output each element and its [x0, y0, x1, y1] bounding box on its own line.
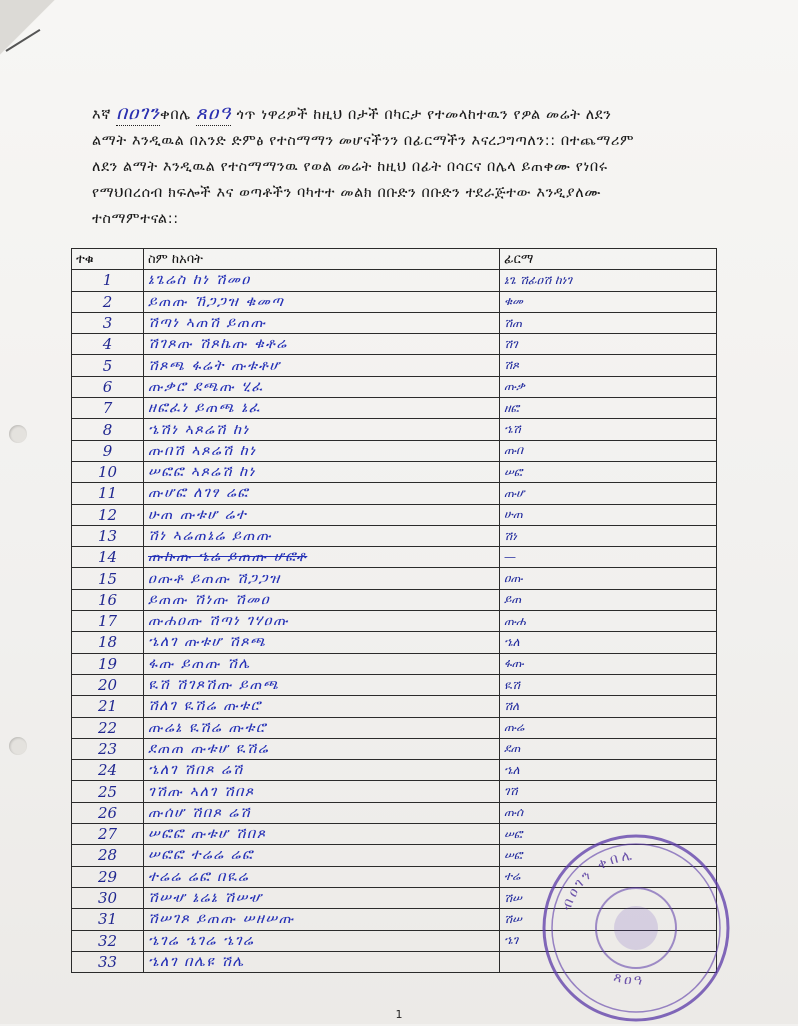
table-row: [72, 291, 717, 312]
signature: ኄለ: [500, 760, 717, 781]
row-number: 24: [72, 760, 144, 781]
signer-name: ኄለገ በሌዩ ሽሌ: [144, 951, 500, 972]
signature: ሽሠ: [500, 887, 717, 908]
table-row: [72, 717, 717, 738]
row-number: 16: [72, 589, 144, 610]
signature: ጡሐ: [500, 611, 717, 632]
signature: ጡበ: [500, 440, 717, 461]
signer-name: ጡበሽ ኣጾሬሽ ከነ: [144, 440, 500, 461]
signature: ጡሰ: [500, 802, 717, 823]
intro-text-1: ጎጥ ነዋሪዎች ከዚህ በታች በካርታ የተመላከተዉን የዎል መሬት ለደን: [236, 107, 612, 123]
intro-line-5: ተስማምተናል::: [92, 211, 179, 227]
signature: —: [500, 547, 717, 568]
row-number: 5: [72, 355, 144, 376]
seal-bottom-text: ጸዐዓ: [611, 968, 646, 989]
signer-name: ሽጾጫ ፋሬት ጡቱቶሆ: [144, 355, 500, 376]
row-number: 4: [72, 334, 144, 355]
signer-name: ፋጡ ይጠጡ ሽሌ: [144, 653, 500, 674]
row-number: 8: [72, 419, 144, 440]
table-row: [72, 504, 717, 525]
seal-emblem: [614, 906, 658, 950]
table-row: [72, 398, 717, 419]
handwritten-place: በዐገን: [116, 102, 161, 124]
signature: ዘፎ: [500, 398, 717, 419]
intro-line-2: ልማት እንዲዉል በአንድ ድምፅ የተስማማን መሆናችንን በፊርማችን እናረጋግጣለን:: በተጨማሪም: [92, 133, 635, 149]
table-row: [72, 547, 717, 568]
row-number: 25: [72, 781, 144, 802]
signature: ጡሆ: [500, 483, 717, 504]
signer-name: ጡሰሆ ሽበጾ ሬሽ: [144, 802, 500, 823]
agreement-paragraph: [92, 100, 732, 232]
table-row: [72, 653, 717, 674]
signature: ፋጡ: [500, 653, 717, 674]
row-number: 32: [72, 930, 144, 951]
signature: ሽሠ: [500, 909, 717, 930]
signature: ሁጠ: [500, 504, 717, 525]
table-header-row: [72, 249, 717, 270]
row-number: 6: [72, 376, 144, 397]
table-row: [72, 270, 717, 291]
signer-name: ኄለገ ጡቱሆ ሽጾጫ: [144, 632, 500, 653]
signature: ይጠ: [500, 589, 717, 610]
signer-name: ሠፎፎ ኣጾሬሽ ከነ: [144, 461, 500, 482]
table-row: [72, 440, 717, 461]
table-row: [72, 781, 717, 802]
signer-name: ገሽጡ ኣለገ ሽበጾ: [144, 781, 500, 802]
row-number: 11: [72, 483, 144, 504]
table-row: [72, 419, 717, 440]
row-number: 33: [72, 951, 144, 972]
table-row: [72, 355, 717, 376]
table-row: [72, 738, 717, 759]
table-row: [72, 376, 717, 397]
row-number: 22: [72, 717, 144, 738]
signer-name: ሠፎፎ ጡቱሆ ሽበጾ: [144, 824, 500, 845]
signer-name: ኄሽነ ኣጾሬሽ ከነ: [144, 419, 500, 440]
row-number: 30: [72, 887, 144, 908]
row-number: 15: [72, 568, 144, 589]
signature: ገሽ: [500, 781, 717, 802]
signer-name: ኄገሬ ኄገሬ ኄገሬ: [144, 930, 500, 951]
table-row: [72, 334, 717, 355]
row-number: 26: [72, 802, 144, 823]
intro-kebele-label: ቀበሌ: [160, 107, 191, 123]
signature: ሽጠ: [500, 312, 717, 333]
signer-name: ደጠጠ ጡቱሆ ዪሽሬ: [144, 738, 500, 759]
header-name: ስም ከአባት: [144, 249, 500, 270]
signature: ሠፎ: [500, 461, 717, 482]
table-row: [72, 674, 717, 695]
row-number: 20: [72, 674, 144, 695]
signer-name: ሽሠገጾ ይጠጡ ሠዘሠጡ: [144, 909, 500, 930]
signer-name: ዘፎፈነ ይጠጫ ኔፈ: [144, 398, 500, 419]
signature: ኄገ: [500, 930, 717, 951]
signer-name: ሽጣነ ኣጠሽ ይጠጡ: [144, 312, 500, 333]
signer-name: ሽሠሇ ኔሬኔ ሽሠሇ: [144, 887, 500, 908]
table-row: [72, 760, 717, 781]
folded-corner: [0, 0, 60, 60]
table-row: [72, 696, 717, 717]
row-number: 31: [72, 909, 144, 930]
signer-name: ተሬሬ ሬፎ በዪሬ: [144, 866, 500, 887]
intro-line-3: ለደን ልማት እንዲዉል የተስማማንዉ የወል መሬት ከዚህ በፊት በሳርና በሌላ ይጠቀሙ የነበሩ: [92, 159, 608, 175]
signature: ሠፎ: [500, 824, 717, 845]
signature: ኔጌ ሽፊዐሽ ከነገ: [500, 270, 717, 291]
signature: ሽገ: [500, 334, 717, 355]
signature: ሽነ: [500, 525, 717, 546]
signer-name: ጡሆፎ ለገፃ ሬፎ: [144, 483, 500, 504]
row-number: 27: [72, 824, 144, 845]
row-number: 10: [72, 461, 144, 482]
table-row: [72, 483, 717, 504]
row-number: 17: [72, 611, 144, 632]
signer-name: ሠፎፎ ተሬሬ ሬፎ: [144, 845, 500, 866]
signer-name: ሽለገ ዪሽሬ ጡቱሮ: [144, 696, 500, 717]
row-number: 29: [72, 866, 144, 887]
signature: ሽለ: [500, 696, 717, 717]
signature: ዪሽ: [500, 674, 717, 695]
signature: ጡሬ: [500, 717, 717, 738]
signer-name: ይጠጡ ኸጋጋዝ ቁመጣ: [144, 291, 500, 312]
table-row: [72, 589, 717, 610]
signature: ተሬ: [500, 866, 717, 887]
intro-prefix: እኛ: [92, 107, 112, 123]
row-number: 1: [72, 270, 144, 291]
handwritten-kebele: ጸዐዓ: [195, 102, 232, 124]
row-number: 21: [72, 696, 144, 717]
row-number: 13: [72, 525, 144, 546]
signature: ቁመ: [500, 291, 717, 312]
table-row: [72, 461, 717, 482]
header-number: ተቁ: [72, 249, 144, 270]
row-number: 28: [72, 845, 144, 866]
table-row: [72, 802, 717, 823]
signature: ዐጡ: [500, 568, 717, 589]
table-row: [72, 568, 717, 589]
signer-name: ይጠጡ ሽነጡ ሽመዐ: [144, 589, 500, 610]
official-seal-stamp: [538, 830, 734, 1026]
punch-hole: [9, 737, 27, 755]
signer-name: ጡቃሮ ደጫጡ ሂፈ: [144, 376, 500, 397]
row-number: 3: [72, 312, 144, 333]
signer-name: ጡኩጡ ኄሬ ይጠጡ ሆፎቶ: [144, 547, 500, 568]
signature: ሠፎ: [500, 845, 717, 866]
row-number: 7: [72, 398, 144, 419]
punch-hole: [9, 425, 27, 443]
signer-name: ሽነ ኣሬጠኔሬ ይጠጡ: [144, 525, 500, 546]
table-row: [72, 525, 717, 546]
signer-name: ጡሬኔ ዪሽሬ ጡቱሮ: [144, 717, 500, 738]
row-number: 12: [72, 504, 144, 525]
signer-name: ዪሽ ሽገጾሽጡ ይጠጫ: [144, 674, 500, 695]
signer-name: ኄለገ ሽበጾ ሬሽ: [144, 760, 500, 781]
signature: ደጠ: [500, 738, 717, 759]
seal-top-text: ብዐገን ቀበሌ: [558, 847, 636, 913]
signer-name: ሽገጾጡ ሽጾኬጡ ቁቶሬ: [144, 334, 500, 355]
row-number: 23: [72, 738, 144, 759]
signature: ሽጾ: [500, 355, 717, 376]
table-row: [72, 632, 717, 653]
intro-line-1: [92, 100, 732, 128]
row-number: 18: [72, 632, 144, 653]
page-number: 1: [395, 1008, 403, 1021]
signature: ኄለ: [500, 632, 717, 653]
signer-name: ኔጌሬስ ከነ ሽመዐ: [144, 270, 500, 291]
row-number: 2: [72, 291, 144, 312]
row-number: 14: [72, 547, 144, 568]
signer-name: ሁጠ ጡቱሆ ሬተ: [144, 504, 500, 525]
signer-name: ጡሐዐጡ ሽጣነ ገሃዐጡ: [144, 611, 500, 632]
intro-line-4: የማህበረሰብ ክፍሎች እና ወጣቶችን ባካተተ መልክ በቡድን በቡድን ተደራጅተው እንዲያለሙ: [92, 185, 601, 201]
table-row: [72, 611, 717, 632]
signer-name: ዐጡቶ ይጠጡ ሽጋጋዝ: [144, 568, 500, 589]
header-signature: ፊርማ: [500, 249, 717, 270]
table-row: [72, 312, 717, 333]
row-number: 19: [72, 653, 144, 674]
row-number: 9: [72, 440, 144, 461]
signature: ጡቃ: [500, 376, 717, 397]
signature: ኄሽ: [500, 419, 717, 440]
